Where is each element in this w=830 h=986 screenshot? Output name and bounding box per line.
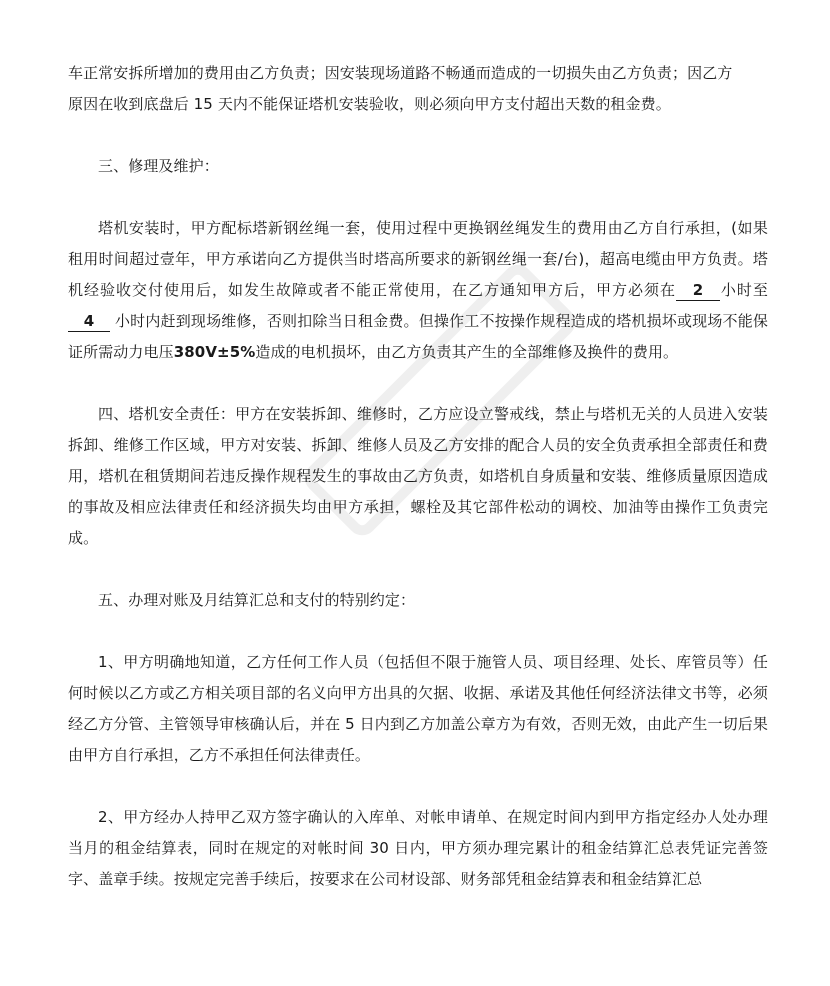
continuation-line-1: 车正常安拆所增加的费用由乙方负责；因安装现场道路不畅通而造成的一切损失由乙方负责；因乙方: [68, 64, 733, 82]
section-3-text-b: 小时至: [719, 281, 768, 299]
section-4-paragraph: 四、塔机安全责任：甲方在安装拆卸、维修时，乙方应设立警戒线，禁止与塔机无关的人员进入安装拆卸、维修工作区域，甲方对安装、拆卸、维修人员及乙方安排的配合人员的安全负责承担全部责任和费用，塔机在租赁期间若违反操作规程发生的事故由乙方负责，如塔机自身质量和安装、维修质量原因造成的事故及相应法律责任和经济损失均由甲方承担，螺栓及其它部件松动的调校、加油等由操作工负责完成。: [68, 405, 768, 547]
voltage-spec: 380V±5%: [173, 343, 256, 361]
section-5-heading: 五、办理对账及月结算汇总和支付的特别约定：: [98, 591, 416, 609]
section-5-item-1: 1、甲方明确地知道，乙方任何工作人员（包括但不限于施管人员、项目经理、处长、库管员等）任何时候以乙方或乙方相关项目部的名义向甲方出具的欠据、收据、承诺及其他任何经济法律文书等，必须经乙方分管、主管领导审核确认后，并在 5 日内到乙方加盖公章方为有效，否则无效，由此产生一切后果由甲方自行承担，乙方不承担任何法律责任。: [68, 653, 768, 764]
section-3-heading: 三、修理及维护：: [98, 157, 219, 175]
section-3-text-a: 塔机安装时，甲方配标塔新钢丝绳一套，使用过程中更换钢丝绳发生的费用由乙方自行承担，(如果租用时间超过壹年，甲方承诺向乙方提供当时塔高所要求的新钢丝绳一套/台)，超高电缆由甲方负责。塔机经验收交付使用后，如发生故障或者不能正常使用，在乙方通知甲方后，甲方必须在: [68, 219, 768, 299]
section-3-text-c: 小时内赶到现场维修，否则扣除当日租金费。但操作工不按操作规程造成的塔机损坏或现场不能保证所需动力电压: [68, 312, 768, 361]
section-3-text-d: 造成的电机损坏，由乙方负责其产生的全部维修及换件的费用。: [255, 343, 679, 361]
paragraph-continuation: [68, 58, 768, 120]
document-page: [68, 58, 768, 895]
section-3-paragraph: [68, 213, 768, 368]
section-5-item-2: 2、甲方经办人持甲乙双方签字确认的入库单、对帐申请单、在规定时间内到甲方指定经办人处办理当月的租金结算表，同时在规定的对帐时间 30 日内，甲方须办理完累计的租金结算汇总表凭证完善签字、盖章手续。按规定完善手续后，按要求在公司材设部、财务部凭租金结算表和租金结算汇总: [68, 808, 768, 888]
continuation-line-2: 原因在收到底盘后 15 天内不能保证塔机安装验收，则必须向甲方支付超出天数的租金费。: [68, 95, 671, 113]
response-hours-min: 2: [676, 280, 720, 301]
response-hours-max: 4: [68, 311, 110, 332]
